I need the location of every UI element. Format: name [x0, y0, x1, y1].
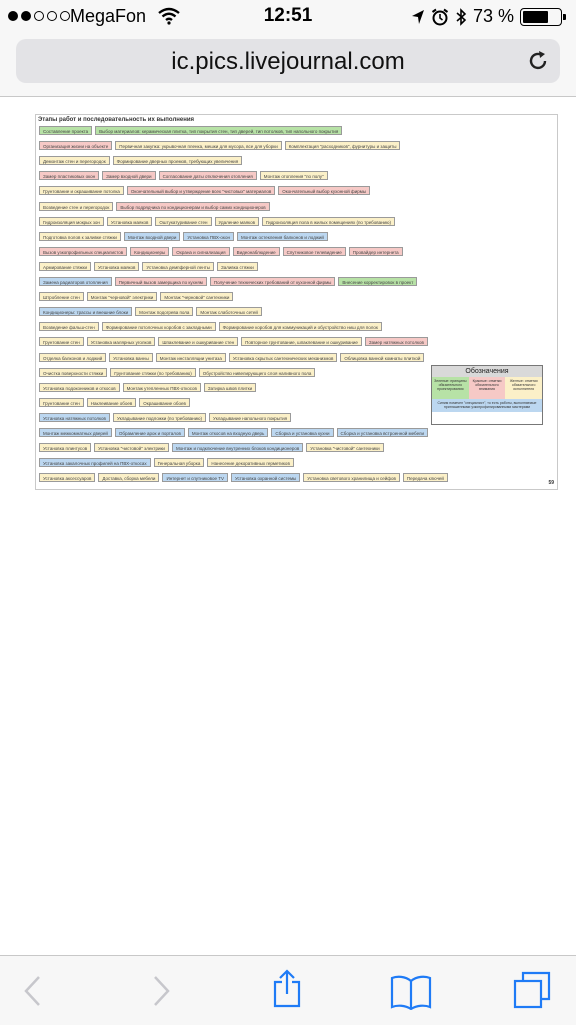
stage-chip: Комплектация "расходников", фурнитуры и защиты — [285, 141, 401, 150]
stage-chip: Подготовка полов к заливке стяжки — [39, 232, 121, 241]
stage-chip: Укладывание подложки (по требованию) — [113, 413, 206, 422]
stage-chip: Установка малярных уголков — [87, 337, 156, 346]
stage-row — [39, 322, 382, 331]
stage-chip: Повторное грунтование, шпаклевание и ошкуривание — [241, 337, 362, 346]
stage-chip: Шпаклевание и ошкуривание стен — [158, 337, 238, 346]
stage-row — [39, 307, 262, 316]
stage-chip: Установка маяков — [107, 217, 152, 226]
stage-chip: Монтаж инсталляции унитаза — [156, 353, 226, 362]
stage-chip: Установка маяков — [94, 262, 139, 271]
stage-chip: Оштукатуривание стен — [155, 217, 211, 226]
stage-chip: Возведение стен и перегородок — [39, 202, 113, 211]
stage-chip: Нанесение декоративных герметиков — [207, 458, 293, 467]
stage-chip: Монтаж подогрева пола — [135, 307, 193, 316]
stage-chip: Обрамление арок и порталов — [115, 428, 185, 437]
stage-chip: Затирка швов плитки — [204, 383, 256, 392]
stage-chip: Замер пластиковых окон — [39, 171, 99, 180]
stage-chip: Формирование дверных проемов, требующих увеличения — [113, 156, 242, 165]
stage-chip: Охрана и сигнализация — [172, 247, 229, 256]
legend-box — [431, 365, 543, 425]
stage-chip: Установка охранной системы — [231, 473, 300, 482]
stage-row — [39, 413, 291, 422]
stage-chip: Установка скрытых сантехнических механизмов — [229, 353, 338, 362]
page-number: 59 — [548, 480, 554, 486]
stage-chip: Первичный вызов замерщика по кухням — [115, 277, 207, 286]
stage-chip: Монтаж слаботочных сетей — [196, 307, 262, 316]
document-title: Этапы работ и последовательность их выполнения — [38, 117, 195, 123]
reload-icon[interactable] — [526, 49, 550, 73]
stage-chip: Спутниковое телевидение — [283, 247, 346, 256]
stage-chip: Монтаж отопления "по полу" — [260, 171, 328, 180]
stage-chip: Видеонаблюдение — [233, 247, 280, 256]
document-image — [35, 114, 558, 490]
stage-chip: Замер входной двери — [102, 171, 155, 180]
back-icon[interactable] — [22, 974, 44, 1008]
stage-chip: Внесение корректировок в проект — [338, 277, 417, 286]
stage-chip: Установка "чистовой" электрики — [94, 443, 169, 452]
stage-row — [39, 202, 270, 211]
stage-row — [39, 443, 384, 452]
forward-icon[interactable] — [150, 974, 172, 1008]
stage-chip: Организация жизни на объекте — [39, 141, 112, 150]
stage-chip: Установка светового хранилища и сейфов — [303, 473, 400, 482]
stage-row — [39, 262, 258, 271]
stage-chip: Первичная закупка: укрывочная пленка, мешки для мусора, все для уборки — [115, 141, 282, 150]
stage-chip: Установка ванны — [109, 353, 153, 362]
stage-chip: Установка плинтусов — [39, 443, 91, 452]
bookmarks-icon[interactable] — [390, 974, 432, 1010]
stage-chip: Получение технических требований от кухонной фирмы — [210, 277, 336, 286]
stage-chip: Окончательный выбор и утверждение всех "чистовых" материалов — [127, 186, 275, 195]
stage-row — [39, 186, 370, 195]
stage-chip: Удаление маяков — [215, 217, 259, 226]
stage-chip: Облицовка ванной комнаты плиткой — [340, 353, 424, 362]
stage-chip: Монтаж откосов на входную дверь — [188, 428, 269, 437]
stage-row — [39, 171, 328, 180]
legend-note: Синим помечен "специалист", то есть работы, выполняемые приглашенными узкопрофилированными мастерами — [432, 399, 542, 412]
stage-chip: Штробление стен — [39, 292, 84, 301]
battery-icon — [520, 8, 562, 26]
stage-row — [39, 277, 417, 286]
stage-chip: Грунтование стен — [39, 337, 84, 346]
stage-chip: Замер натяжных потолков — [365, 337, 428, 346]
status-time: 12:51 — [263, 5, 313, 26]
bottom-toolbar — [0, 955, 576, 1025]
stage-chip: Доставка, сборка мебели — [98, 473, 159, 482]
stage-chip: Монтаж межкомнатных дверей — [39, 428, 112, 437]
bluetooth-icon — [455, 8, 467, 26]
stage-chip: Установка ПВХ-окон — [183, 232, 234, 241]
stage-chip: Отделка балконов и лоджий — [39, 353, 106, 362]
stage-chip: Передача ключей — [403, 473, 448, 482]
stage-chip: Монтаж входной двери — [124, 232, 180, 241]
legend-cell: Красные: отметки обязательного внимания — [469, 377, 506, 399]
stage-chip: Гидроизоляция пола в жилых помещениях (по требованию) — [262, 217, 395, 226]
stage-row — [39, 368, 315, 377]
stage-chip: Возведение фальш-стен — [39, 322, 99, 331]
stage-row — [39, 292, 233, 301]
stage-row — [39, 141, 400, 150]
stage-chip: Генеральная уборка — [154, 458, 205, 467]
stage-chip: Сборка и установка встроенной мебели — [337, 428, 429, 437]
address-field[interactable] — [16, 39, 560, 83]
stage-chip: Формирование коробов для коммуникаций и обустройство ниш для полок — [219, 322, 382, 331]
stage-chip: Демонтаж стен и перегородок — [39, 156, 110, 165]
alarm-clock-icon — [431, 8, 449, 26]
stage-chip: Монтаж остекления балконов и лоджий — [237, 232, 328, 241]
stage-chip: Гидроизоляция мокрых зон — [39, 217, 104, 226]
stage-row — [39, 217, 395, 226]
stage-chip: Формирование потолочных коробов с закладными — [102, 322, 216, 331]
stage-chip: Замена радиаторов отопления — [39, 277, 112, 286]
stage-row — [39, 232, 328, 241]
stage-chip: Монтаж и подключение внутренних блоков кондиционеров — [172, 443, 303, 452]
stage-chip: Установка демпферной ленты — [142, 262, 214, 271]
stage-row — [39, 473, 448, 482]
tabs-icon[interactable] — [513, 971, 553, 1009]
stage-chip: Провайдер интернета — [349, 247, 403, 256]
stage-chip: Установка аксессуаров — [39, 473, 95, 482]
stage-chip: Монтаж "черновой" сантехники — [160, 292, 233, 301]
stage-chip: Окончательный выбор кухонной фирмы — [278, 186, 370, 195]
legend-cell: Желтые: отметки обязательного исполнителя — [505, 377, 542, 399]
stage-chip: Окрашивание обоев — [139, 398, 190, 407]
stage-row — [39, 458, 294, 467]
stage-chip: Заливка стяжки — [217, 262, 258, 271]
stage-chip: Установка закалочных профилей на ПВХ-откосах — [39, 458, 151, 467]
stage-chip: Выбор материалов: керамическая плитка, тип покрытия стен, тип дверей, тип потолков, тип напольного покрытия — [95, 126, 342, 135]
stage-chip: Составление проекта — [39, 126, 92, 135]
stage-chip: Установка "чистовой" сантехники — [306, 443, 383, 452]
url-domain[interactable]: ic.pics.livejournal.com — [171, 48, 405, 75]
stage-row — [39, 353, 424, 362]
stage-chip: Грунтование стен — [39, 398, 84, 407]
legend-cell: Зеленые: принципы обязательного проектирования — [432, 377, 469, 399]
stage-chip: Согласование даты отключения отопления — [159, 171, 257, 180]
status-bar — [0, 0, 576, 34]
location-arrow-icon — [411, 9, 425, 25]
stage-row — [39, 156, 242, 165]
stage-chip: Наклеивание обоев — [87, 398, 136, 407]
stage-chip: Установка натяжных потолков — [39, 413, 110, 422]
stage-row — [39, 337, 428, 346]
stage-chip: Обустройство нивелирующего слоя наливного пола — [199, 368, 316, 377]
stage-chip: Грунтование стяжки (по требованию) — [110, 368, 195, 377]
stage-chip: Очистка поверхности стяжки — [39, 368, 107, 377]
share-icon[interactable] — [272, 968, 302, 1008]
stage-chip: Монтаж утепленных ПВХ-откосов — [123, 383, 201, 392]
battery-percent: 73 % — [472, 6, 514, 26]
stage-row — [39, 398, 190, 407]
stage-chip: Интернет и спутниковое TV — [162, 473, 228, 482]
stage-row — [39, 247, 403, 256]
stage-chip: Выбор подрядчика по кондиционерам и выбор самих кондиционеров — [116, 202, 269, 211]
stage-row — [39, 383, 256, 392]
stage-row — [39, 126, 342, 135]
stage-chip: Сборка и установка кухни — [271, 428, 333, 437]
stage-chip: Монтаж "черновой" электрики — [87, 292, 158, 301]
stage-chip: Укладывание напольного покрытия — [209, 413, 291, 422]
address-bar-area — [0, 34, 576, 97]
stage-row — [39, 428, 428, 437]
stage-chip: Установка подоконников и откосов — [39, 383, 120, 392]
legend-title: Обозначения — [432, 366, 542, 377]
carrier-name: MegaFon — [70, 6, 147, 26]
stage-chip: Армирование стяжки — [39, 262, 91, 271]
stage-chip: Кондиционеры: трассы и внешние блоки — [39, 307, 132, 316]
stage-chip: Грунтование и окрашивание потолка — [39, 186, 124, 195]
stage-chip: Кондиционеры — [130, 247, 169, 256]
stage-chip: Вызов узкопрофильных специалистов — [39, 247, 127, 256]
